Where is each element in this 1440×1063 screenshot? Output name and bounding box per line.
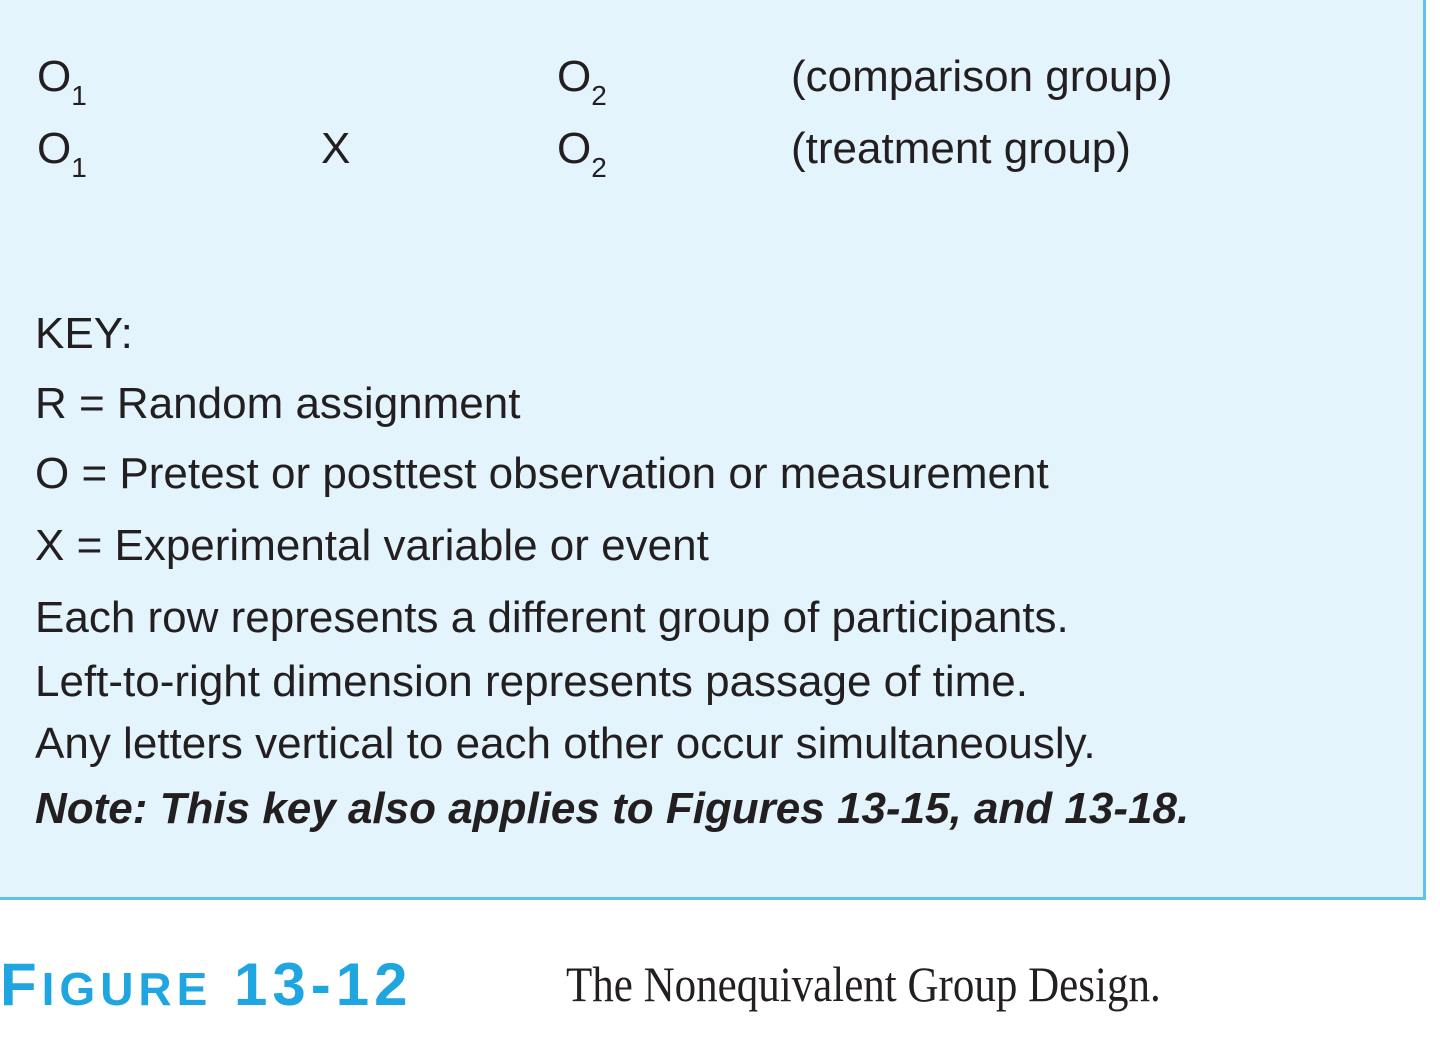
pretest-observation: $O_1$ xyxy=(37,52,87,111)
posttest-observation: $O_2$ xyxy=(557,124,607,183)
figure-label: FIGURE 13-12 xyxy=(0,951,413,1018)
treatment-marker: X xyxy=(321,124,351,173)
key-note: Note: This key also applies to Figures 13-15, and 13-18. xyxy=(35,784,1190,833)
key-line-random: R = Random assignment xyxy=(35,379,521,428)
pretest-observation: $O_1$ xyxy=(37,124,87,183)
key-line-experimental: X = Experimental variable or event xyxy=(35,521,709,570)
figure-number: 13-12 xyxy=(234,951,413,1018)
posttest-observation: $O_2$ xyxy=(557,52,607,111)
group-label: (treatment group) xyxy=(791,124,1131,173)
key-line-simultaneous: Any letters vertical to each other occur simultaneously. xyxy=(35,719,1096,768)
group-label: (comparison group) xyxy=(791,52,1173,101)
key-line-time: Left-to-right dimension represents passage of time. xyxy=(35,657,1028,706)
key-line-observation: O = Pretest or posttest observation or measurement xyxy=(35,449,1049,498)
key-line-rows: Each row represents a different group of participants. xyxy=(35,593,1069,642)
figure-caption: The Nonequivalent Group Design. xyxy=(566,956,1161,1012)
key-heading: KEY: xyxy=(35,309,133,358)
